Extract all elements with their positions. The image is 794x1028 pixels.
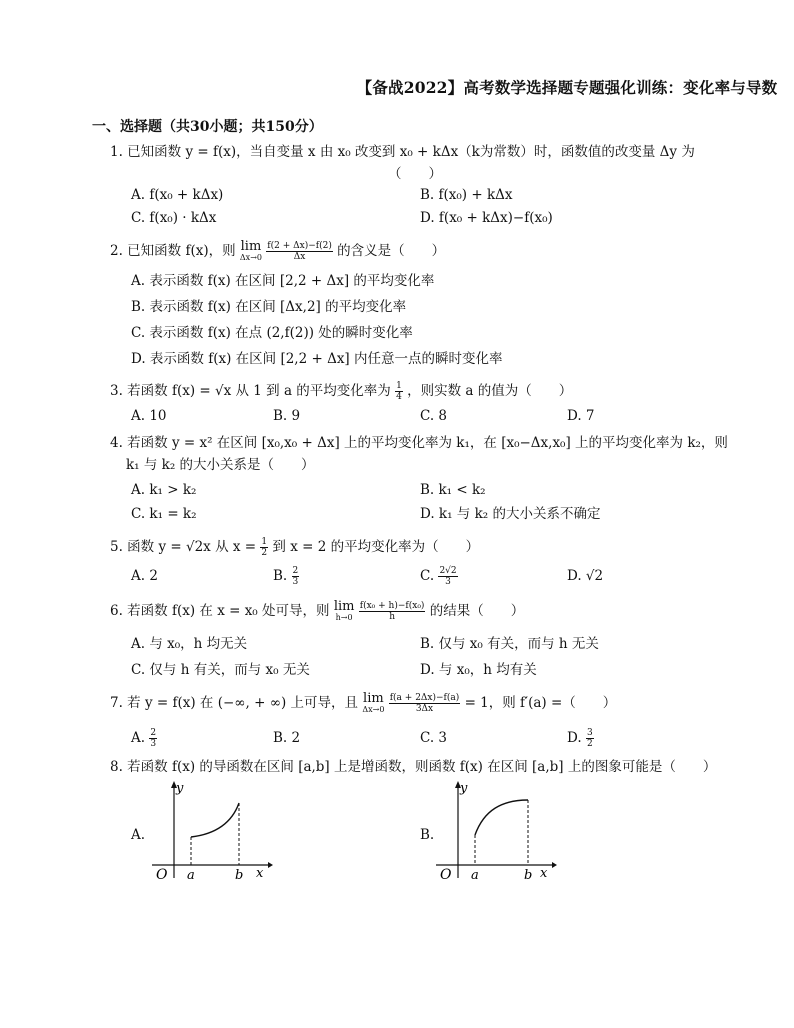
question-4-stem-line1: 4. 若函数 y = x² 在区间 [x₀,x₀ + Δx] 上的平均变化率为 k₁，在 [x₀−Δx,x₀] 上的平均变化率为 k₂，则 xyxy=(110,435,728,451)
question-4-option-d: D. k₁ 与 k₂ 的大小关系不确定 xyxy=(420,506,601,522)
question-3-option-b: B. 9 xyxy=(273,408,301,424)
question-1-paren: （ ） xyxy=(388,166,442,182)
a-label: a xyxy=(187,868,195,882)
question-2-option-d: D. 表示函数 f(x) 在区间 [2,2 + Δx] 内任意一点的瞬时变化率 xyxy=(131,351,503,367)
section-heading: 一、选择题（共30小题；共150分） xyxy=(92,119,323,135)
limit-expression: lim h→0 xyxy=(333,599,355,622)
fraction: $\frac{1}{2}$ xyxy=(261,537,268,558)
x-label: x xyxy=(256,866,264,881)
fraction: $\frac{3}{2}$ xyxy=(586,728,593,749)
page-title: 【备战2022】高考数学选择题专题强化训练：变化率与导数 xyxy=(356,78,778,97)
question-4-option-b: B. k₁ < k₂ xyxy=(420,482,486,498)
question-4-option-a: A. k₁ > k₂ xyxy=(131,482,197,498)
question-7-option-c: C. 3 xyxy=(420,730,448,746)
question-5-option-b: B. $\frac{2}{3}$ xyxy=(273,566,299,587)
question-7-option-d: D. $\frac{3}{2}$ xyxy=(567,728,593,749)
question-6-stem: 6. 若函数 f(x) 在 x = x₀ 处可导，则 lim h→0 $\frac{\text{f(x₀ + h)−f(x₀)}}{h}$ 的结果（ ） xyxy=(110,599,525,622)
question-2-stem: 2. 已知函数 f(x)，则 lim Δx→0 $\frac{f(2 + \Delta x)-f(2)}{\Delta x}$ 的含义是（ ） xyxy=(110,239,446,262)
y-label: y xyxy=(460,781,468,796)
question-6-option-d: D. 与 x₀，h 均有关 xyxy=(420,662,537,678)
fraction: $\frac{2}{3}$ xyxy=(150,728,157,749)
x-axis-arrow xyxy=(268,862,273,868)
question-5-option-d: D. √2 xyxy=(567,568,604,584)
question-1-option-b: B. f(x₀) + kΔx xyxy=(420,187,513,203)
fraction: $\frac{\text{f(x₀ + h)−f(x₀)}}{h}$ xyxy=(359,601,425,622)
function-curve xyxy=(475,800,528,835)
graph-option-b xyxy=(432,780,557,882)
fraction: $\frac{f(a + 2\Delta x)-f(a)}{3\Delta x}$ xyxy=(389,693,460,714)
x-label: x xyxy=(540,866,548,881)
fraction: $\frac{2}{3}$ xyxy=(292,566,299,587)
question-8-option-a-label: A. xyxy=(131,827,146,843)
question-2-option-a: A. 表示函数 f(x) 在区间 [2,2 + Δx] 的平均变化率 xyxy=(131,273,435,289)
graph-option-a xyxy=(148,780,273,882)
question-5-stem: 5. 函数 y = √2x 从 x = $\frac{1}{2}$ 到 x = 2 的平均变化率为（ ） xyxy=(110,537,480,558)
question-7-option-b: B. 2 xyxy=(273,730,301,746)
question-1-option-c: C. f(x₀) · kΔx xyxy=(131,210,217,226)
fraction: $\frac{2√2}{3}$ xyxy=(439,566,457,587)
question-5-option-c: C. $\frac{2√2}{3}$ xyxy=(420,566,457,587)
question-3-option-a: A. 10 xyxy=(131,408,167,424)
origin-label: O xyxy=(440,867,452,882)
question-7-option-a: A. $\frac{2}{3}$ xyxy=(131,728,157,749)
limit-expression: lim Δx→0 xyxy=(362,691,385,714)
question-5-option-a: A. 2 xyxy=(131,568,158,584)
question-1-option-d: D. f(x₀ + kΔx)−f(x₀) xyxy=(420,210,553,226)
question-2-option-b: B. 表示函数 f(x) 在区间 [Δx,2] 的平均变化率 xyxy=(131,299,407,315)
question-3-option-d: D. 7 xyxy=(567,408,595,424)
question-3-option-c: C. 8 xyxy=(420,408,448,424)
question-4-stem-line2: k₁ 与 k₂ 的大小关系是（ ） xyxy=(126,457,315,473)
question-1-stem: 1. 已知函数 y = f(x)，当自变量 x 由 x₀ 改变到 x₀ + kΔx（k为常数）时，函数值的改变量 Δy 为 xyxy=(110,144,695,160)
question-6-option-c: C. 仅与 h 有关，而与 x₀ 无关 xyxy=(131,662,310,678)
question-1-option-a: A. f(x₀ + kΔx) xyxy=(131,187,224,203)
question-2-option-c: C. 表示函数 f(x) 在点 (2,f(2)) 处的瞬时变化率 xyxy=(131,325,413,341)
question-4-option-c: C. k₁ = k₂ xyxy=(131,506,197,522)
question-7-stem: 7. 若 y = f(x) 在 (−∞, + ∞) 上可导，且 lim Δx→0 $\frac{f(a + 2\Delta x)-f(a)}{3\Delta x}$ = 1，则 f′(a) =（ ） xyxy=(110,691,617,714)
question-8-stem: 8. 若函数 f(x) 的导函数在区间 [a,b] 上是增函数，则函数 f(x) 在区间 [a,b] 上的图象可能是（ ） xyxy=(110,759,717,775)
question-3-stem: 3. 若函数 f(x) = √x 从 1 到 a 的平均变化率为 $\frac{1}{4}$ ，则实数 a 的值为（ ） xyxy=(110,381,573,402)
origin-label: O xyxy=(156,867,168,882)
question-6-option-a: A. 与 x₀，h 均无关 xyxy=(131,636,248,652)
fraction: $\frac{1}{4}$ xyxy=(396,381,402,402)
b-label: b xyxy=(524,868,533,882)
limit-expression: lim Δx→0 xyxy=(239,239,262,262)
question-8-option-b-label: B. xyxy=(420,827,435,843)
function-curve xyxy=(191,803,239,837)
a-label: a xyxy=(471,868,479,882)
b-label: b xyxy=(235,868,244,882)
question-6-option-b: B. 仅与 x₀ 有关，而与 h 无关 xyxy=(420,636,599,652)
fraction: $\frac{f(2 + \Delta x)-f(2)}{\Delta x}$ xyxy=(267,241,332,262)
y-label: y xyxy=(176,781,184,796)
x-axis-arrow xyxy=(552,862,557,868)
